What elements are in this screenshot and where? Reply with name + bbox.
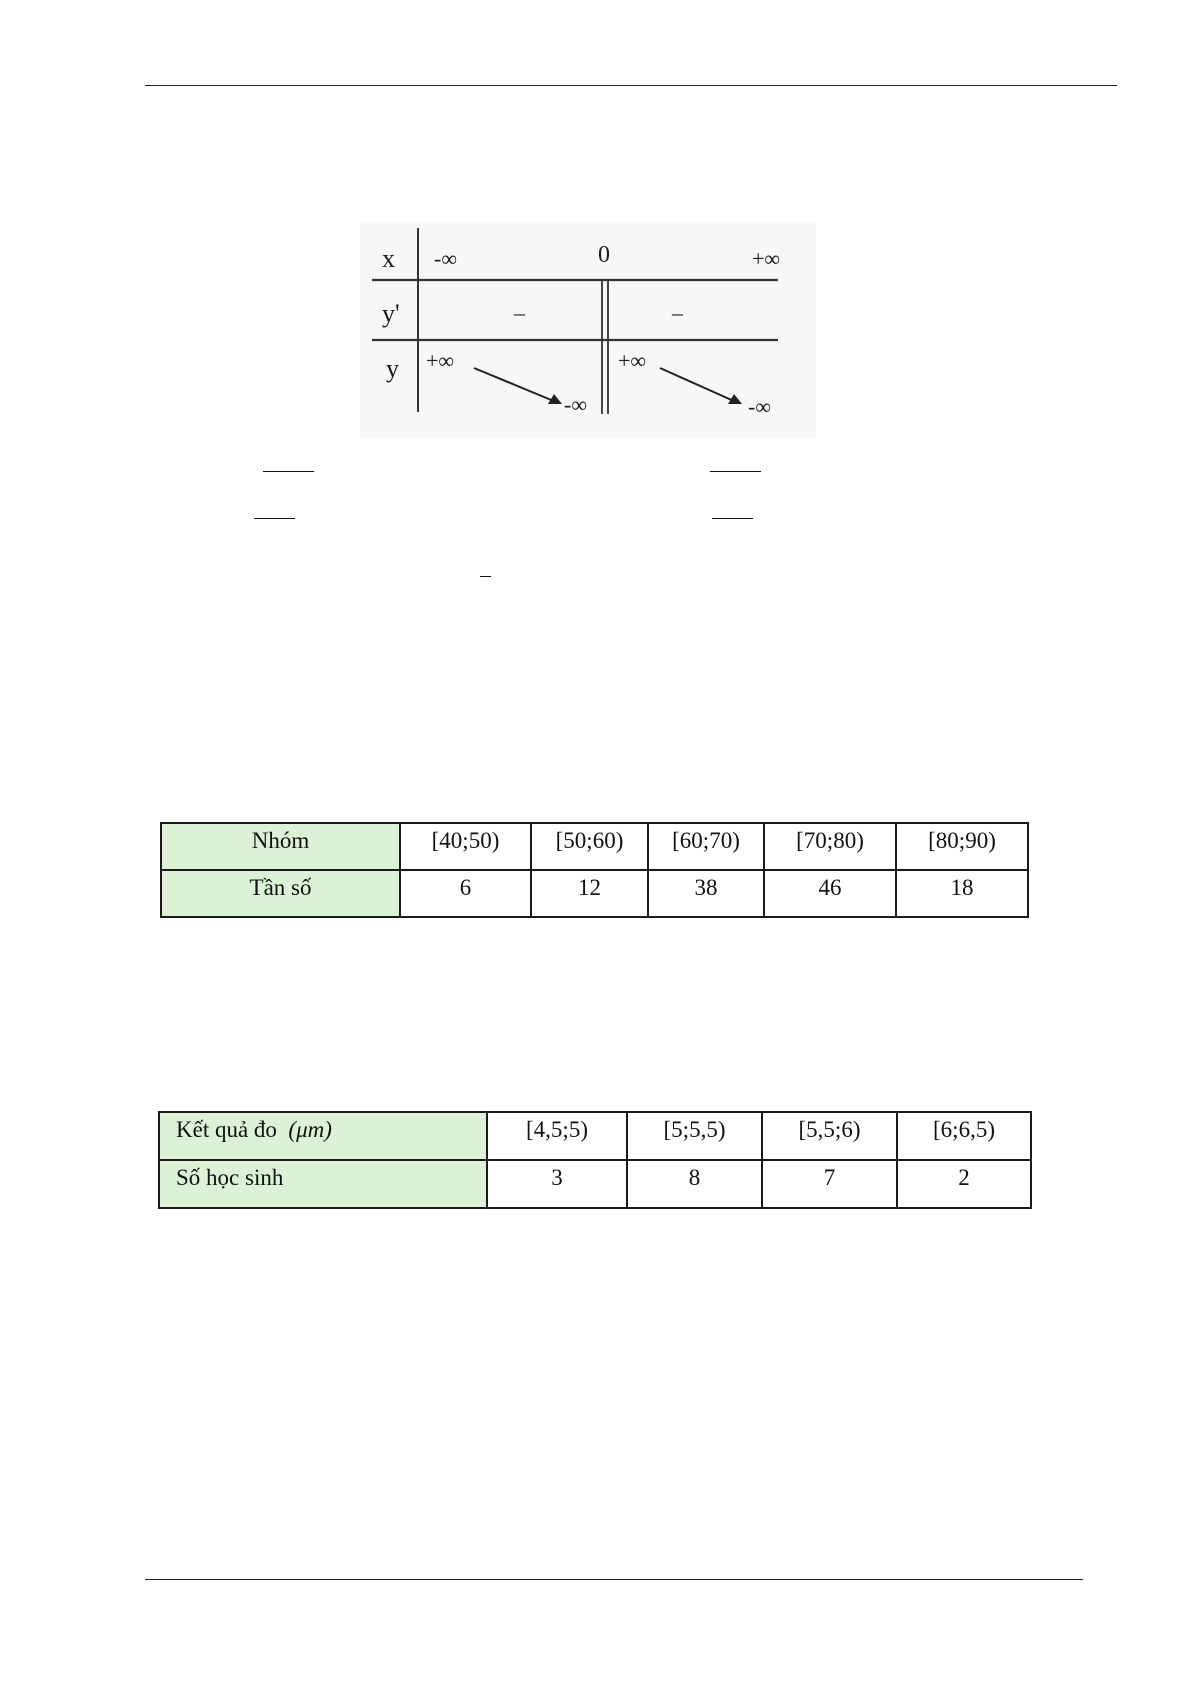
- frequency-table-2: [158, 1111, 1032, 1209]
- group-cell: [6;6,5): [897, 1112, 1031, 1160]
- group-cell: [5,5;6): [762, 1112, 897, 1160]
- yprime-left-sign: –: [514, 300, 525, 325]
- group-cell: [70;80): [764, 823, 896, 870]
- count-cell: 7: [762, 1160, 897, 1208]
- row-label-y: y: [386, 354, 399, 383]
- count-cell: 2: [897, 1160, 1031, 1208]
- table-row: [159, 1160, 1031, 1208]
- student-count-header: Số học sinh: [159, 1160, 487, 1208]
- fraction-bar-a: [263, 471, 314, 472]
- header-rule: [145, 85, 1117, 86]
- group-cell: [5;5,5): [627, 1112, 762, 1160]
- row-label-x: x: [382, 244, 395, 273]
- y-right-start: +∞: [618, 348, 647, 373]
- measurement-header-text: Kết quả đo: [176, 1117, 277, 1142]
- group-cell: [60;70): [648, 823, 764, 870]
- measurement-header: [159, 1112, 487, 1160]
- fraction-bar-small: [480, 576, 491, 577]
- y-left-start: +∞: [426, 348, 455, 373]
- group-cell: [40;50): [400, 823, 531, 870]
- y-right-end: -∞: [748, 394, 772, 419]
- group-cell: [50;60): [531, 823, 648, 870]
- table-row: [161, 823, 1028, 870]
- variation-table-figure: [360, 222, 816, 438]
- group-cell: [4,5;5): [487, 1112, 627, 1160]
- y-left-end: -∞: [564, 392, 588, 417]
- count-cell: 3: [487, 1160, 627, 1208]
- fraction-bar-b: [710, 471, 761, 472]
- footer-rule: [145, 1579, 1083, 1580]
- frequency-header: Tần số: [161, 870, 400, 917]
- row-label-yprime: y': [382, 299, 400, 328]
- x-left-value: -∞: [434, 246, 458, 271]
- table-row: [161, 870, 1028, 917]
- yprime-right-sign: –: [672, 300, 683, 325]
- frequency-cell: 46: [764, 870, 896, 917]
- measurement-unit: (μm): [288, 1117, 332, 1142]
- group-header: Nhóm: [161, 823, 400, 870]
- frequency-table-1: [160, 822, 1029, 918]
- count-cell: 8: [627, 1160, 762, 1208]
- table-row: [159, 1112, 1031, 1160]
- variation-table-svg: [360, 222, 816, 438]
- frequency-cell: 6: [400, 870, 531, 917]
- x-right-value: +∞: [752, 246, 781, 271]
- frequency-cell: 18: [896, 870, 1028, 917]
- x-middle-value: 0: [598, 242, 610, 268]
- fraction-bar-c: [254, 518, 295, 519]
- group-cell: [80;90): [896, 823, 1028, 870]
- fraction-bar-d: [712, 518, 753, 519]
- frequency-cell: 38: [648, 870, 764, 917]
- frequency-cell: 12: [531, 870, 648, 917]
